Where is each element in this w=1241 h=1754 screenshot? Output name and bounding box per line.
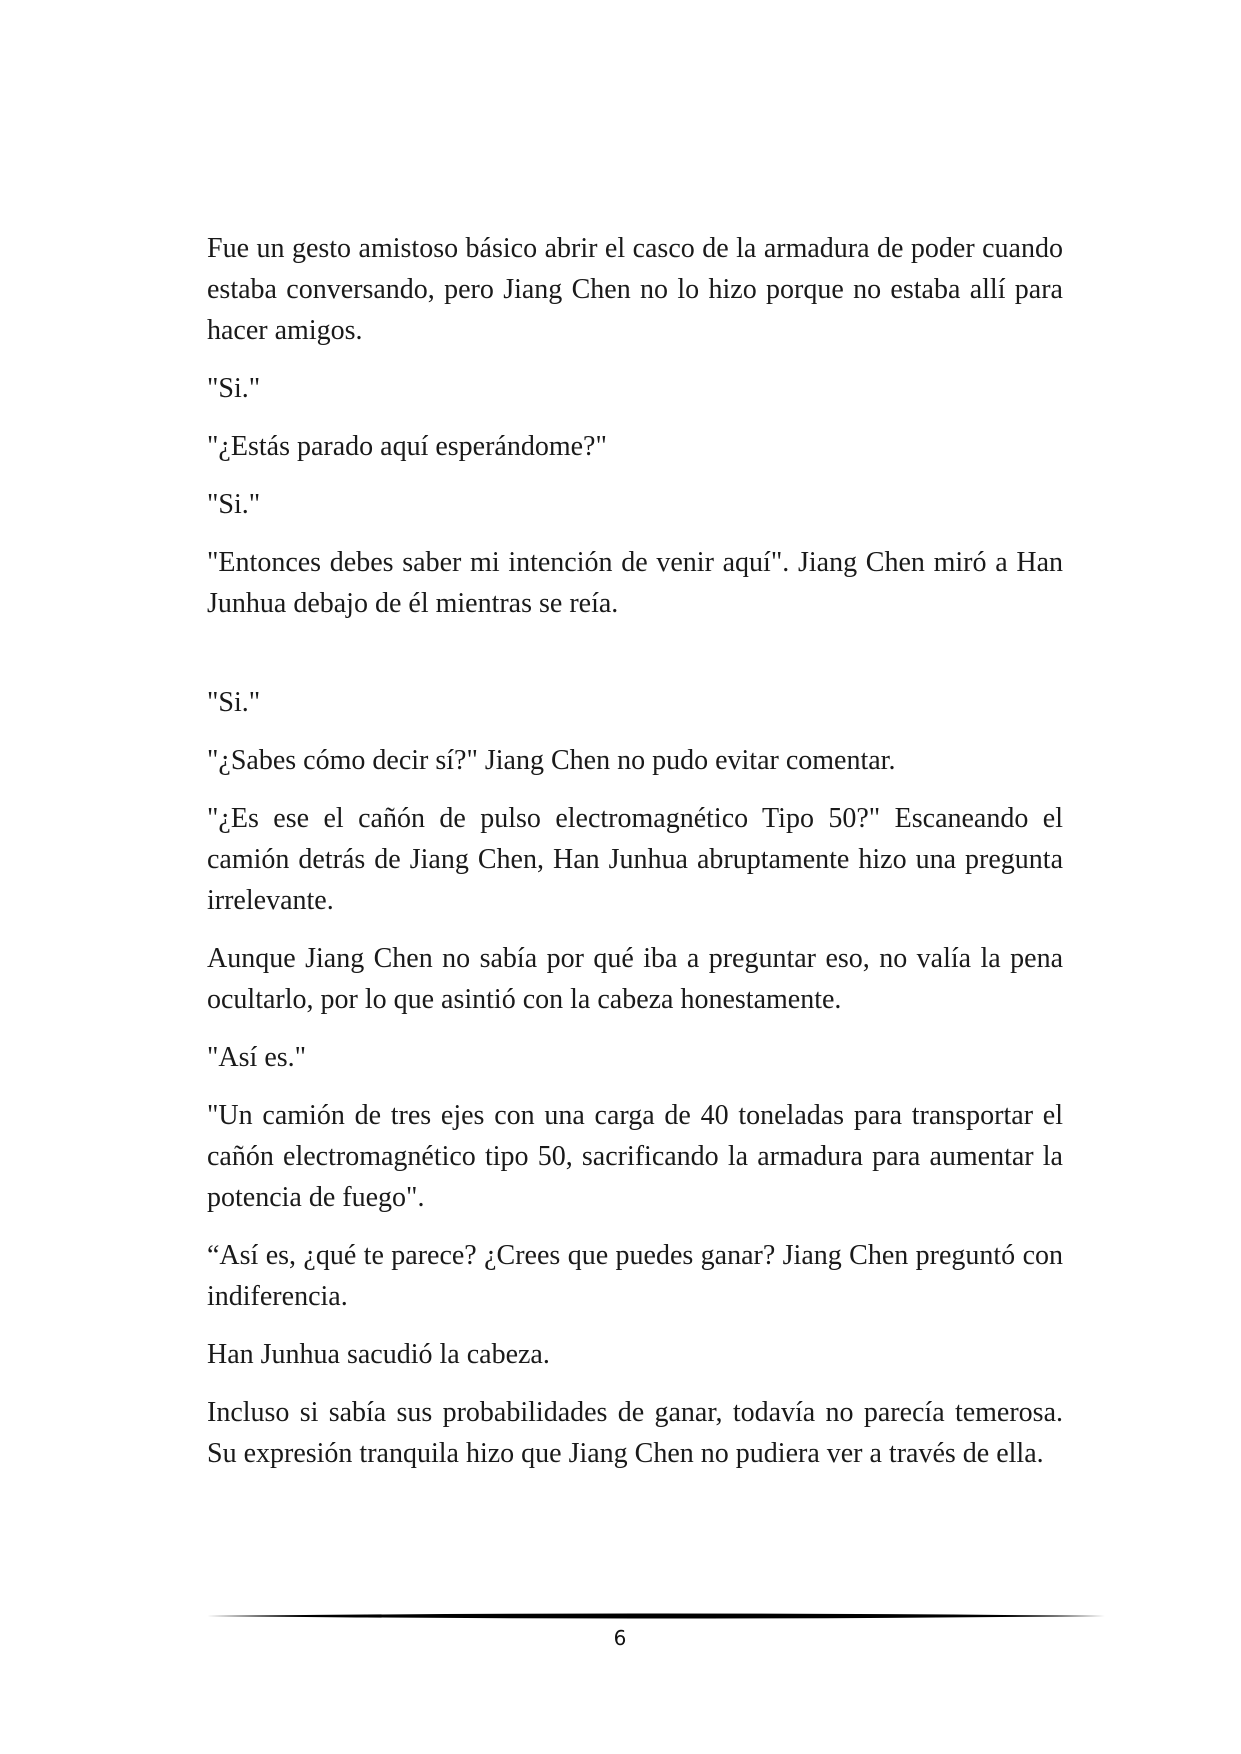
paragraph: "Entonces debes saber mi intención de venir aquí". Jiang Chen miró a Han Junhua debajo de él mientras se reía.	[207, 547, 1063, 619]
paragraph: “Así es, ¿qué te parece? ¿Crees que puedes ganar? Jiang Chen preguntó con indiferencia.	[207, 1240, 1063, 1312]
paragraph: "¿Sabes cómo decir sí?" Jiang Chen no pudo evitar comentar.	[207, 745, 896, 776]
paragraph: "Así es."	[207, 1042, 307, 1073]
paragraph: "Un camión de tres ejes con una carga de 40 toneladas para transportar el cañón electromagnético tipo 50, sacrificando la armadura para aumentar la potencia de fuego".	[207, 1100, 1063, 1213]
paragraph: Han Junhua sacudió la cabeza.	[207, 1339, 550, 1370]
paragraph: Aunque Jiang Chen no sabía por qué iba a preguntar eso, no valía la pena ocultarlo, por lo que asintió con la cabeza honestamente.	[207, 943, 1063, 1015]
page-number: 6	[613, 1626, 627, 1650]
paragraph: Incluso si sabía sus probabilidades de ganar, todavía no parecía temerosa. Su expresión tranquila hizo que Jiang Chen no pudiera ver a través de ella.	[207, 1397, 1063, 1469]
paragraph: "Si."	[207, 373, 261, 404]
paragraph: Fue un gesto amistoso básico abrir el casco de la armadura de poder cuando estaba conversando, pero Jiang Chen no lo hizo porque no estaba allí para hacer amigos.	[207, 233, 1063, 346]
paragraph: "¿Es ese el cañón de pulso electromagnético Tipo 50?" Escaneando el camión detrás de Jiang Chen, Han Junhua abruptamente hizo una pregunta irrelevante.	[207, 803, 1063, 916]
body-text	[207, 228, 1063, 1491]
paragraph: "Si."	[207, 687, 261, 718]
footer-divider	[207, 1612, 1105, 1620]
paragraph: "¿Estás parado aquí esperándome?"	[207, 431, 607, 462]
paragraph: "Si."	[207, 489, 261, 520]
